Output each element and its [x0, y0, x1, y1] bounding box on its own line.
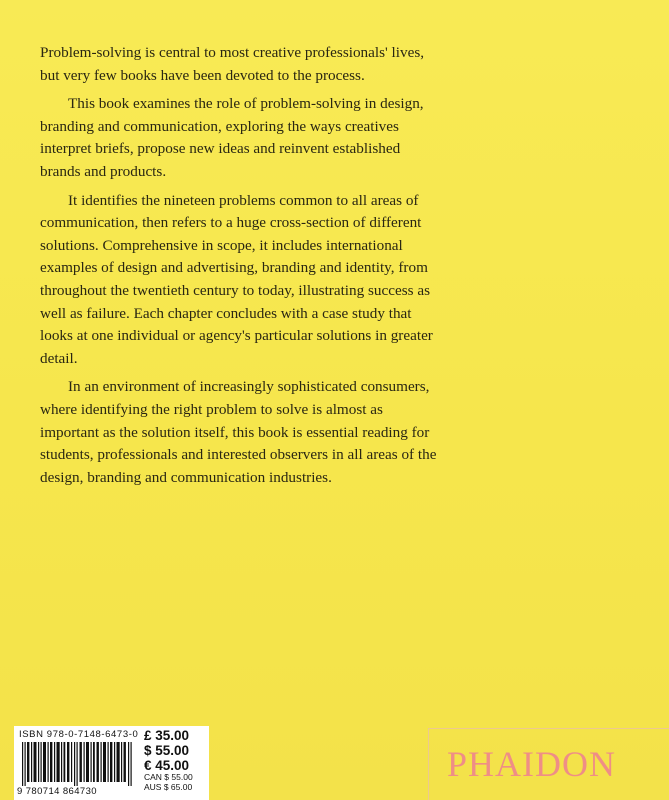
publisher-logo: PHAIDON [447, 744, 616, 784]
price-aud: AUS $ 65.00 [144, 781, 193, 792]
publisher-logo-box [428, 728, 669, 800]
blurb-text [40, 42, 440, 495]
price-usd: $ 55.00 [144, 743, 190, 758]
blurb-paragraph-4: In an environment of increasingly sophisticated consumers, where identifying the right problem to solve is almost as important as the solution itself, this book is essential reading for students, professionals and interested observers in all areas of the design, branding and communication industries. [40, 378, 437, 486]
blurb-paragraph-3: It identifies the nineteen problems common to all areas of communication, then refers to a huge cross-section of different solutions. Comprehensive in scope, it includes international examples of design and advertising, branding and identity, from throughout the twentieth century to today, illustrating success as well as failure. Each chapter concludes with a case study that looks at one individual or agency's particular solutions in greater detail. [40, 191, 433, 367]
barcode-number: 9 780714 864730 [17, 786, 97, 797]
blurb-paragraph-1: Problem-solving is central to most creative professionals' lives, but very few books have been devoted to the process. [40, 44, 425, 84]
barcode-graphic [22, 742, 134, 786]
price-gbp: £ 35.00 [144, 728, 190, 743]
price-list [144, 728, 208, 792]
blurb-paragraph-2: This book examines the role of problem-solving in design, branding and communication, exploring the ways creatives interpret briefs, propose new ideas and reinvent established brands and products. [40, 95, 424, 180]
price-eur: € 45.00 [144, 758, 190, 773]
barcode-panel [14, 726, 209, 800]
price-cad: CAN $ 55.00 [144, 772, 193, 782]
isbn-label: ISBN 978-0-7148-6473-0 [19, 729, 139, 740]
